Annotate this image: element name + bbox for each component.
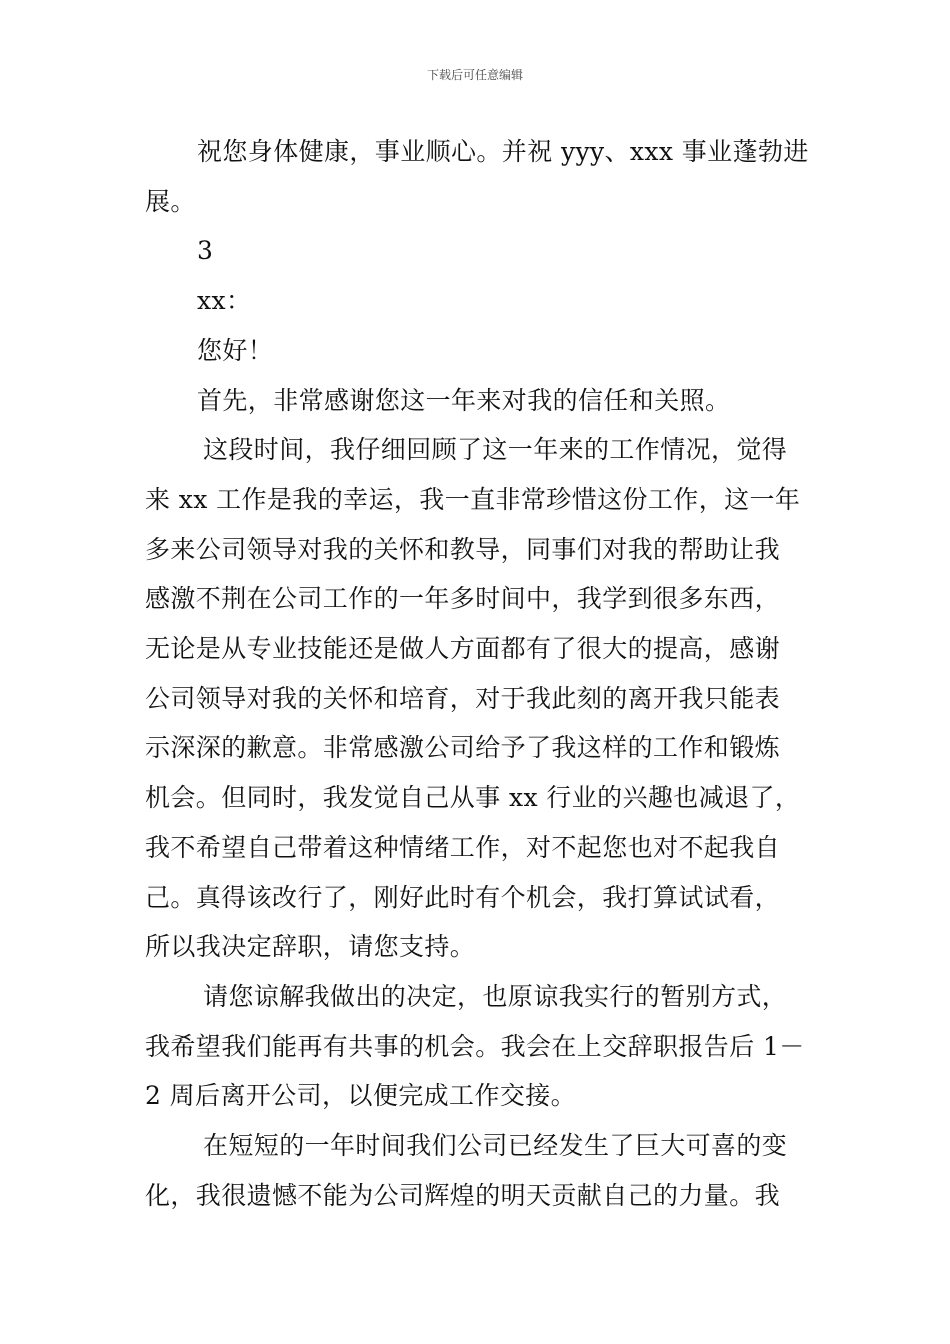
text-line: 所以我决定辞职，请您支持。 [145,932,476,962]
text-line: 请您谅解我做出的决定，也原谅我实行的暂别方式， [203,981,788,1011]
text-line: 机会。但同时，我发觉自己从事 xx 行业的兴趣也减退了， [145,783,801,813]
text-line: 首先，非常感谢您这一年来对我的信任和关照。 [197,385,731,415]
text-line: 多来公司领导对我的关怀和教导，同事们对我的帮助让我 [145,534,781,564]
text-line: 祝您身体健康，事业顺心。并祝 yyy、xxx 事业蓬勃进 [197,137,809,166]
letter-body [145,127,807,1220]
text-line: 展。 [145,186,196,216]
greeting: 您好！ [197,335,274,365]
text-line: 我不希望自己带着这种情绪工作，对不起您也对不起我自 [145,832,781,862]
text-line: 在短短的一年时间我们公司已经发生了巨大可喜的变 [203,1131,788,1161]
text-line: 感激不荆在公司工作的一年多时间中，我学到很多东西， [145,584,781,614]
salutation: xx： [197,286,252,316]
text-line: 无论是从专业技能还是做人方面都有了很大的提高，感谢 [145,634,781,664]
text-line: 来 xx 工作是我的幸运，我一直非常珍惜这份工作，这一年 [145,484,801,514]
text-line: 化，我很遗憾不能为公司辉煌的明天贡献自己的力量。我 [145,1180,781,1210]
text-line: 2 周后离开公司，以便完成工作交接。 [145,1081,577,1111]
text-line: 我希望我们能再有共事的机会。我会在上交辞职报告后 1－ [145,1031,805,1061]
text-line: 己。真得该改行了，刚好此时有个机会，我打算试试看， [145,882,781,912]
text-line: 这段时间，我仔细回顾了这一年来的工作情况，觉得 [203,435,788,465]
text-line: 示深深的歉意。非常感激公司给予了我这样的工作和锻炼 [145,733,781,763]
section-number: 3 [197,236,214,266]
page-header: 下载后可任意编辑 [426,68,523,82]
text-line: 公司领导对我的关怀和培育，对于我此刻的离开我只能表 [145,683,781,713]
